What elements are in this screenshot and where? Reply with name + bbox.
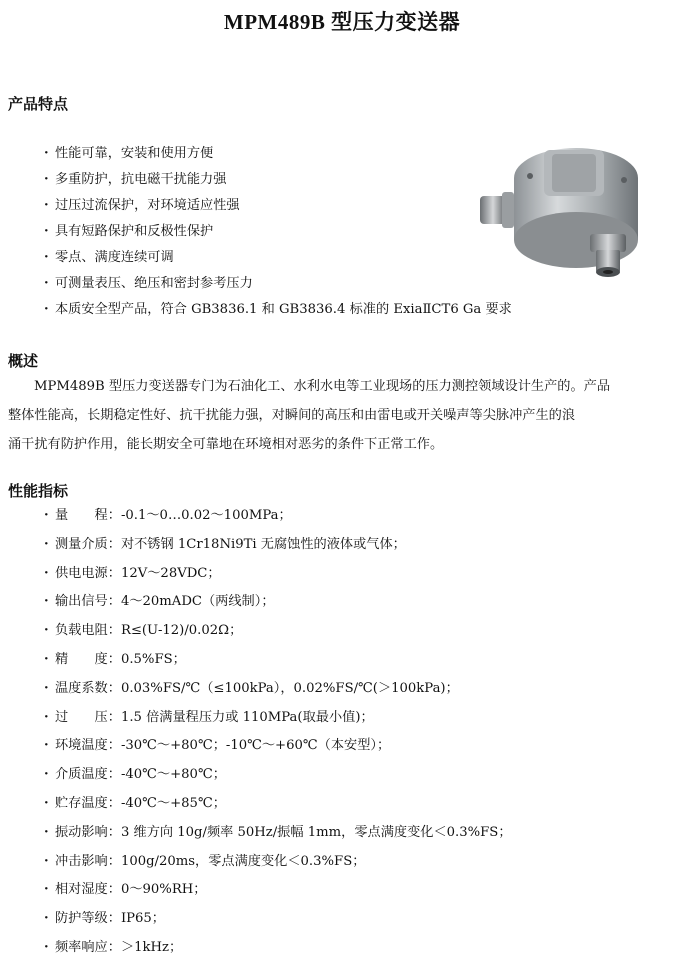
spec-item bbox=[44, 790, 512, 819]
spec-value: 4～20mADC（两线制）； bbox=[120, 594, 275, 610]
spec-item bbox=[44, 905, 512, 934]
spec-value: -40℃～+80℃； bbox=[120, 767, 226, 783]
spec-value: 3 维方向 10g/频率 50Hz/振幅 1mm，零点满度变化＜0.3%FS； bbox=[120, 824, 512, 840]
spec-value: -40℃～+85℃； bbox=[120, 795, 226, 811]
overview-paragraph bbox=[8, 372, 678, 459]
spec-label: 冲击影响： bbox=[55, 853, 121, 869]
spec-label: 振动影响： bbox=[55, 824, 121, 840]
spec-label: 温度系数： bbox=[55, 680, 121, 696]
spec-value: 100g/20ms，零点满度变化＜0.3%FS； bbox=[120, 853, 366, 869]
gland-nut bbox=[502, 192, 514, 228]
overview-heading: 概述 bbox=[8, 352, 39, 370]
list-item: · 本质安全型产品，符合 GB3836.1 和 GB3836.4 标准的 ExiaⅡCT6 Ga 要求 bbox=[44, 297, 512, 323]
product-image bbox=[478, 138, 654, 288]
spec-label: 贮存温度： bbox=[55, 795, 121, 811]
screw bbox=[527, 173, 533, 179]
spec-value: 12V～28VDC； bbox=[120, 565, 221, 581]
spec-item bbox=[44, 617, 512, 646]
overview-line: 整体性能高，长期稳定性好、抗干扰能力强，对瞬间的高压和由雷电或开关噪声等尖脉冲产生的浪 bbox=[8, 408, 576, 423]
specs-list bbox=[44, 502, 512, 963]
overview-line: 涌干扰有防护作用，能长期安全可靠地在环境相对恶劣的条件下正常工作。 bbox=[8, 437, 444, 452]
spec-item bbox=[44, 502, 512, 531]
overview-line: MPM489B 型压力变送器专门为石油化工、水利水电等工业现场的压力测控领域设计生产的。产品 bbox=[34, 379, 611, 394]
spec-item bbox=[44, 646, 512, 675]
spec-value: -0.1～0…0.02～100MPa； bbox=[120, 508, 292, 523]
spec-value: -30℃～+80℃；-10℃～+60℃（本安型）； bbox=[120, 738, 391, 754]
features-heading: 产品特点 bbox=[8, 95, 69, 113]
spec-label: 过 压： bbox=[55, 709, 121, 725]
spec-value: 0.03%FS/℃（≤100kPa），0.02%FS/℃(＞100kPa)； bbox=[120, 680, 459, 696]
spec-value: 0.5%FS； bbox=[120, 651, 186, 667]
spec-label: 负载电阻： bbox=[55, 623, 121, 639]
spec-label: 输出信号： bbox=[55, 594, 121, 610]
spec-value: 1.5 倍满量程压力或 110MPa(取最小值)； bbox=[120, 709, 374, 725]
spec-value: R≤(U-12)/0.02Ω； bbox=[120, 623, 243, 639]
features-list bbox=[44, 141, 512, 323]
list-item: · 可测量表压、绝压和密封参考压力 bbox=[44, 271, 512, 297]
list-item: · 具有短路保护和反极性保护 bbox=[44, 219, 512, 245]
spec-value: IP65； bbox=[120, 911, 165, 927]
spec-item bbox=[44, 934, 512, 963]
list-item: · 性能可靠，安装和使用方便 bbox=[44, 141, 512, 167]
hex-nut bbox=[590, 234, 626, 252]
list-item: · 多重防护，抗电磁干扰能力强 bbox=[44, 167, 512, 193]
spec-label: 环境温度： bbox=[55, 738, 121, 754]
spec-item bbox=[44, 704, 512, 733]
spec-label: 介质温度： bbox=[55, 767, 121, 783]
spec-value: 0～90%RH； bbox=[120, 882, 207, 898]
spec-label: 测量介质： bbox=[55, 536, 121, 552]
page-title: MPM489B 型压力变送器 bbox=[223, 10, 461, 34]
screw bbox=[621, 177, 627, 183]
spec-item bbox=[44, 819, 512, 848]
spec-label: 量 程： bbox=[55, 508, 121, 523]
spec-label: 防护等级： bbox=[55, 911, 121, 927]
port-hole bbox=[603, 270, 613, 274]
specs-heading: 性能指标 bbox=[8, 482, 69, 500]
spec-item bbox=[44, 531, 512, 560]
spec-item bbox=[44, 732, 512, 761]
spec-item bbox=[44, 675, 512, 704]
spec-item bbox=[44, 588, 512, 617]
spec-label: 供电电源： bbox=[55, 565, 121, 581]
spec-value: 对不锈钢 1Cr18Ni9Ti 无腐蚀性的液体或气体； bbox=[120, 536, 406, 552]
spec-item bbox=[44, 848, 512, 877]
spec-item bbox=[44, 761, 512, 790]
spec-label: 频率响应： bbox=[55, 939, 121, 955]
housing-rib-inner bbox=[552, 154, 596, 192]
spec-label: 相对湿度： bbox=[55, 882, 121, 898]
spec-item bbox=[44, 876, 512, 905]
spec-label: 精 度： bbox=[55, 651, 121, 667]
spec-value: ＞1kHz； bbox=[120, 939, 183, 955]
list-item: · 零点、满度连续可调 bbox=[44, 245, 512, 271]
spec-item bbox=[44, 560, 512, 589]
list-item: · 过压过流保护，对环境适应性强 bbox=[44, 193, 512, 219]
